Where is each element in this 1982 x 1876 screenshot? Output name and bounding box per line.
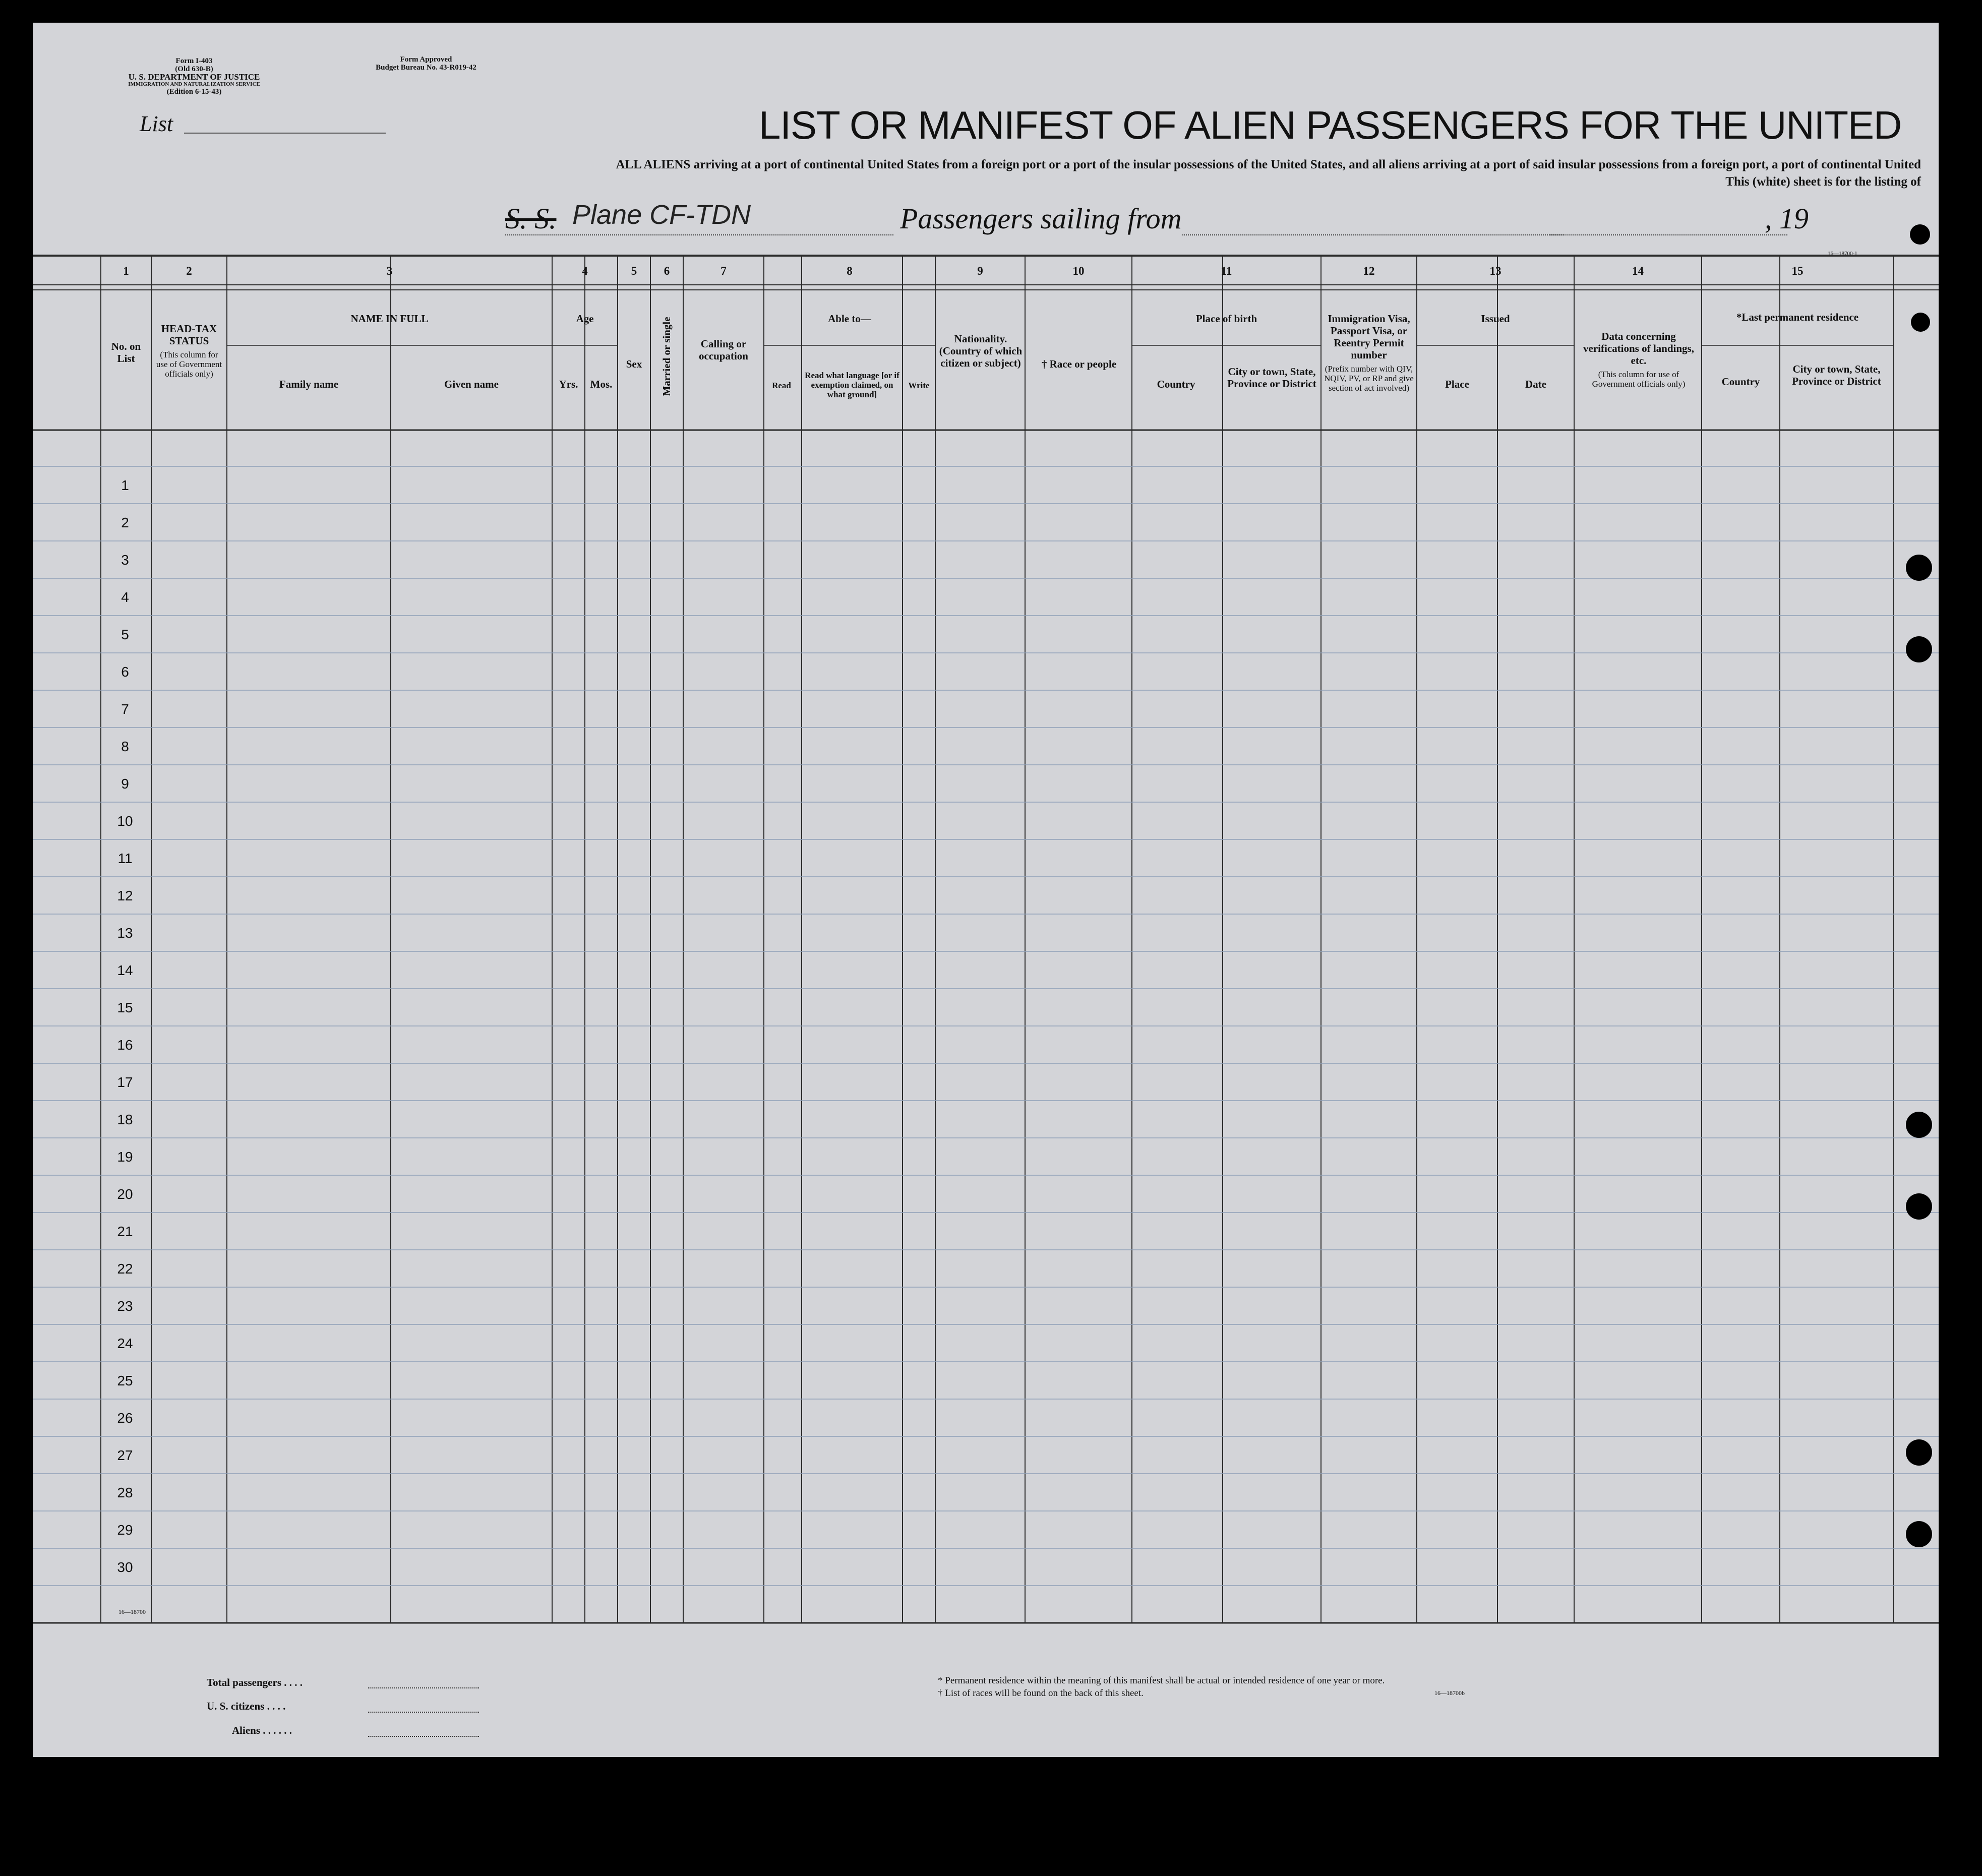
row-number: 12 (117, 888, 133, 903)
header-read: Read (772, 381, 791, 390)
form-old: (Old 630-B) (175, 65, 213, 73)
page-title: LIST OR MANIFEST OF ALIEN PASSENGERS FOR THE UNITED (759, 103, 1902, 147)
row-number: 3 (121, 552, 129, 568)
manifest-table-grid (33, 23, 1939, 1757)
col-number-8: 8 (847, 265, 853, 277)
binding-mark (1910, 224, 1930, 245)
row-number: 9 (121, 776, 129, 792)
row-number: 26 (117, 1410, 133, 1426)
row-number: 23 (117, 1298, 133, 1314)
row-number: 13 (117, 925, 133, 941)
header-age: Age (576, 313, 594, 325)
footer-total-label: Total passengers . . . . (207, 1676, 303, 1688)
footer-citizens-label: U. S. citizens . . . . (207, 1700, 286, 1712)
row-number: 24 (117, 1336, 133, 1351)
row-number: 7 (121, 701, 129, 717)
row-number: 16 (117, 1037, 133, 1053)
punch-hole (1906, 1439, 1932, 1466)
header-visa (1324, 313, 1414, 393)
header-visa-note: (Prefix number with QIV, NQIV, PV, or RP and give section of act involved) (1324, 364, 1414, 393)
row-number: 8 (121, 739, 129, 754)
col-number-5: 5 (631, 265, 637, 277)
row-number: 15 (117, 1000, 133, 1015)
header-no-on-list: No. on List (111, 340, 141, 365)
header-date: Date (1525, 378, 1546, 390)
row-number: 21 (117, 1224, 133, 1239)
row-number: 11 (117, 851, 133, 866)
punch-hole (1906, 555, 1932, 581)
subtitle-line-1: ALL ALIENS arriving at a port of continental United States from a foreign port or a port of the insular possessions of the United States, and all aliens arriving at a port of said insular possessions from a foreign port, a port of continental United (616, 158, 1921, 171)
punch-hole (1906, 1193, 1932, 1220)
header-race: † Race or people (1041, 358, 1117, 370)
row-number: 20 (117, 1186, 133, 1202)
vessel-printed: S. S. (505, 202, 557, 235)
header-able-to: Able to— (828, 313, 871, 325)
footer-aliens-label: Aliens . . . . . . (232, 1724, 292, 1736)
note-residence: * Permanent residence within the meaning of this manifest shall be actual or intended residence of one year or more. (938, 1675, 1385, 1686)
footer-aliens-line[interactable] (368, 1736, 479, 1737)
punch-hole (1906, 1521, 1932, 1547)
col-number-10: 10 (1072, 265, 1085, 277)
header-read-language: Read what language [or if exemption claimed, on what ground] (805, 371, 899, 399)
row-number: 29 (117, 1522, 133, 1538)
header-place-of-birth: Place of birth (1195, 313, 1257, 325)
header-place: Place (1445, 378, 1469, 390)
header-last-residence: *Last permanent residence (1736, 311, 1859, 323)
footer-total-line[interactable] (368, 1687, 479, 1688)
form-edition: (Edition 6-15-43) (166, 88, 222, 96)
header-calling: Calling or occupation (698, 338, 748, 362)
header-residence-city: City or town, State, Province or District (1792, 363, 1881, 387)
col-number-12: 12 (1363, 265, 1375, 277)
row-number: 17 (117, 1074, 133, 1090)
header-given-name: Given name (444, 378, 499, 390)
header-issued: Issued (1481, 313, 1510, 325)
col-number-7: 7 (720, 265, 727, 277)
row-number: 25 (117, 1373, 133, 1388)
form-bureau: Budget Bureau No. 43-R019-42 (376, 64, 476, 72)
header-birth-city: City or town, State, Province or District (1227, 366, 1316, 390)
binding-mark (1911, 313, 1930, 332)
header-married: Married or single (660, 317, 673, 396)
header-data-label: Data concerning verifications of landings, etc. (1583, 330, 1694, 367)
form-approved: Form Approved (400, 55, 452, 64)
header-family-name: Family name (279, 378, 339, 390)
header-sex: Sex (626, 358, 642, 370)
form-code-bottom-left: 16—18700 (118, 1608, 146, 1615)
row-number: 30 (117, 1559, 133, 1575)
manifest-sheet (33, 23, 1939, 1757)
list-label: List (140, 111, 173, 136)
note-races: † List of races will be found on the back of this sheet. (938, 1688, 1144, 1699)
form-dept: U. S. DEPARTMENT OF JUSTICE (128, 72, 260, 82)
form-code-bottom-right: 16—18700b (1434, 1689, 1465, 1697)
row-number: 28 (117, 1485, 133, 1500)
punch-hole (1906, 1112, 1932, 1138)
row-number: 4 (121, 589, 129, 605)
row-number: 5 (121, 627, 129, 642)
year-prefix: , 19 (1765, 202, 1809, 235)
header-residence-country: Country (1721, 376, 1760, 388)
form-code-top: 16—18700-1 (1828, 251, 1857, 257)
col-number-13: 13 (1489, 265, 1501, 277)
row-number: 2 (121, 515, 129, 530)
header-visa-label: Immigration Visa, Passport Visa, or Reentry Permit number (1328, 313, 1410, 361)
row-number: 18 (117, 1112, 133, 1127)
sailing-label: Passengers sailing from (900, 202, 1182, 235)
row-number: 19 (117, 1149, 133, 1165)
row-number: 10 (117, 813, 133, 829)
col-number-14: 14 (1632, 265, 1644, 277)
row-number: 14 (117, 962, 133, 978)
col-number-11: 11 (1221, 265, 1232, 277)
footer-citizens-line[interactable] (368, 1712, 479, 1713)
header-birth-country: Country (1157, 378, 1195, 390)
col-number-6: 6 (664, 265, 670, 277)
col-number-9: 9 (977, 265, 983, 277)
header-head-tax (154, 323, 224, 379)
row-number: 27 (117, 1447, 133, 1463)
row-number: 1 (121, 477, 129, 493)
col-number-2: 2 (186, 265, 192, 277)
header-yrs: Yrs. (559, 378, 578, 390)
row-number: 6 (121, 664, 129, 680)
col-number-4: 4 (582, 265, 588, 277)
subtitle-line-2: This (white) sheet is for the listing of (1725, 175, 1921, 189)
header-data-concerning (1578, 330, 1699, 389)
form-number: Form I-403 (175, 57, 213, 65)
col-number-1: 1 (123, 265, 129, 277)
col-number-15: 15 (1791, 265, 1804, 277)
header-data-note: (This column for use of Government officials only) (1592, 370, 1686, 389)
header-name-in-full: NAME IN FULL (350, 313, 429, 325)
form-service: IMMIGRATION AND NATURALIZATION SERVICE (128, 81, 260, 87)
header-write: Write (908, 381, 930, 390)
header-mos: Mos. (590, 378, 613, 390)
header-head-tax-note: (This column for use of Government officials only) (156, 350, 222, 379)
col-number-3: 3 (386, 265, 393, 277)
row-number: 22 (117, 1261, 133, 1277)
header-nationality: Nationality. (Country of which citizen or subject) (939, 333, 1023, 369)
punch-hole (1906, 636, 1932, 662)
header-head-tax-label: HEAD-TAX STATUS (161, 323, 217, 347)
vessel-handwritten: Plane CF-TDN (572, 200, 751, 230)
